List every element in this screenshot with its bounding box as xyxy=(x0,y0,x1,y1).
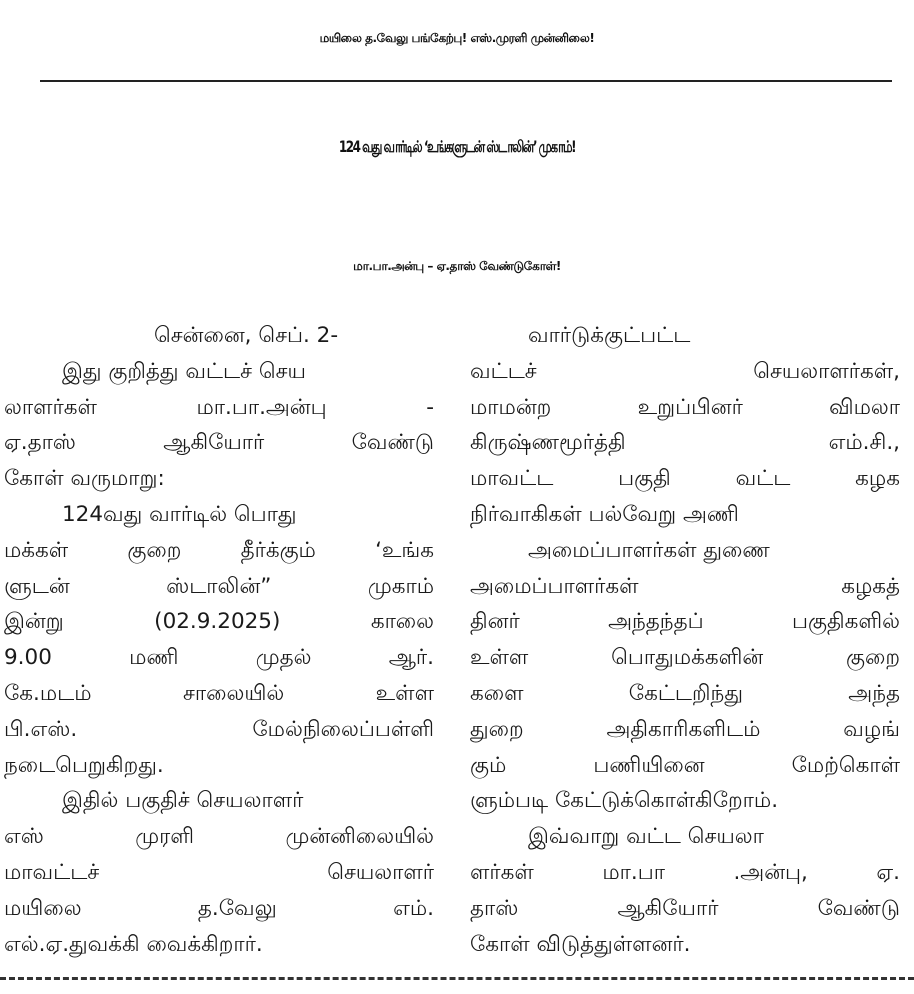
bottom-dashed-rule xyxy=(0,977,914,980)
body-line: மாமன்ற உறுப்பினர் விமலா xyxy=(470,394,900,420)
body-line: கும் பணியினை மேற்கொள் xyxy=(470,752,900,778)
body-line: இது குறித்து வட்டச் செய xyxy=(62,358,306,384)
article-column-right xyxy=(470,318,900,962)
body-line: எல்.ஏ.துவக்கி வைக்கிறார். xyxy=(4,931,263,957)
body-line: கிருஷ்ணமூர்த்தி எம்.சி., xyxy=(470,430,900,456)
body-line: தினர் அந்தந்தப் பகுதிகளில் xyxy=(470,609,900,635)
body-line: நடைபெறுகிறது. xyxy=(4,752,164,778)
body-line: அமைப்பாளர்கள் துணை xyxy=(528,537,770,563)
body-line: கே.மடம் சாலையில் உள்ள xyxy=(4,680,434,706)
body-line: மக்கள் குறை தீர்க்கும் ‘உங்க xyxy=(4,537,434,563)
body-line: இதில் பகுதிச் செயலாளர் xyxy=(62,788,304,814)
column-gutter xyxy=(450,318,451,968)
body-line: நிர்வாகிகள் பல்வேறு அணி xyxy=(470,501,739,527)
body-line: லாளர்கள் மா.பா.அன்பு - xyxy=(4,394,434,420)
body-line: மாவட்டச் செயலாளர் xyxy=(4,859,434,885)
main-headline: 124 வது வார்டில் ‘உங்களுடன் ஸ்டாலின்’ முகாம்! xyxy=(338,137,576,157)
body-line: மாவட்ட பகுதி வட்ட கழக xyxy=(470,466,900,492)
kicker-headline: மயிலை த.வேலு பங்கேற்பு! எஸ்.முரளி முன்னிலை! xyxy=(319,31,595,45)
body-line: வார்டுக்குட்பட்ட xyxy=(528,323,691,348)
body-line: ளர்கள் மா.பா .அன்பு, ஏ. xyxy=(470,859,900,885)
body-line: உள்ள பொதுமக்களின் குறை xyxy=(470,645,900,671)
body-line: களை கேட்டறிந்து அந்த xyxy=(470,680,900,706)
body-line: அமைப்பாளர்கள் கழகத் xyxy=(470,573,900,599)
body-line: இன்று (02.9.2025) காலை xyxy=(4,609,434,635)
body-line: 9.00 மணி முதல் ஆர். xyxy=(4,645,434,671)
dateline: சென்னை, செப். 2- xyxy=(154,323,339,348)
body-line: மயிலை த.வேலு எம். xyxy=(4,895,434,921)
body-line: ளும்படி கேட்டுக்கொள்கிறோம். xyxy=(470,788,779,814)
body-line: கோள் விடுத்துள்ளனர். xyxy=(470,931,691,957)
body-line: தாஸ் ஆகியோர் வேண்டு xyxy=(470,895,900,921)
body-line: ஏ.தாஸ் ஆகியோர் வேண்டு xyxy=(4,430,434,456)
body-line: வட்டச் செயலாளர்கள், xyxy=(470,358,900,384)
sub-headline: மா.பா.அன்பு – ஏ.தாஸ் வேண்டுகோள்! xyxy=(353,259,561,273)
body-line: ளுடன் ஸ்டாலின்” முகாம் xyxy=(4,573,434,599)
body-line: 124வது வார்டில் பொது xyxy=(62,501,297,527)
body-line: கோள் வருமாறு: xyxy=(4,466,165,492)
body-line: பி.எஸ். மேல்நிலைப்பள்ளி xyxy=(4,716,434,742)
body-line: துறை அதிகாரிகளிடம் வழங் xyxy=(470,716,900,742)
body-line: எஸ் முரளி முன்னிலையில் xyxy=(4,824,434,850)
article-column-left xyxy=(4,318,434,962)
body-line: இவ்வாறு வட்ட செயலா xyxy=(528,824,764,850)
